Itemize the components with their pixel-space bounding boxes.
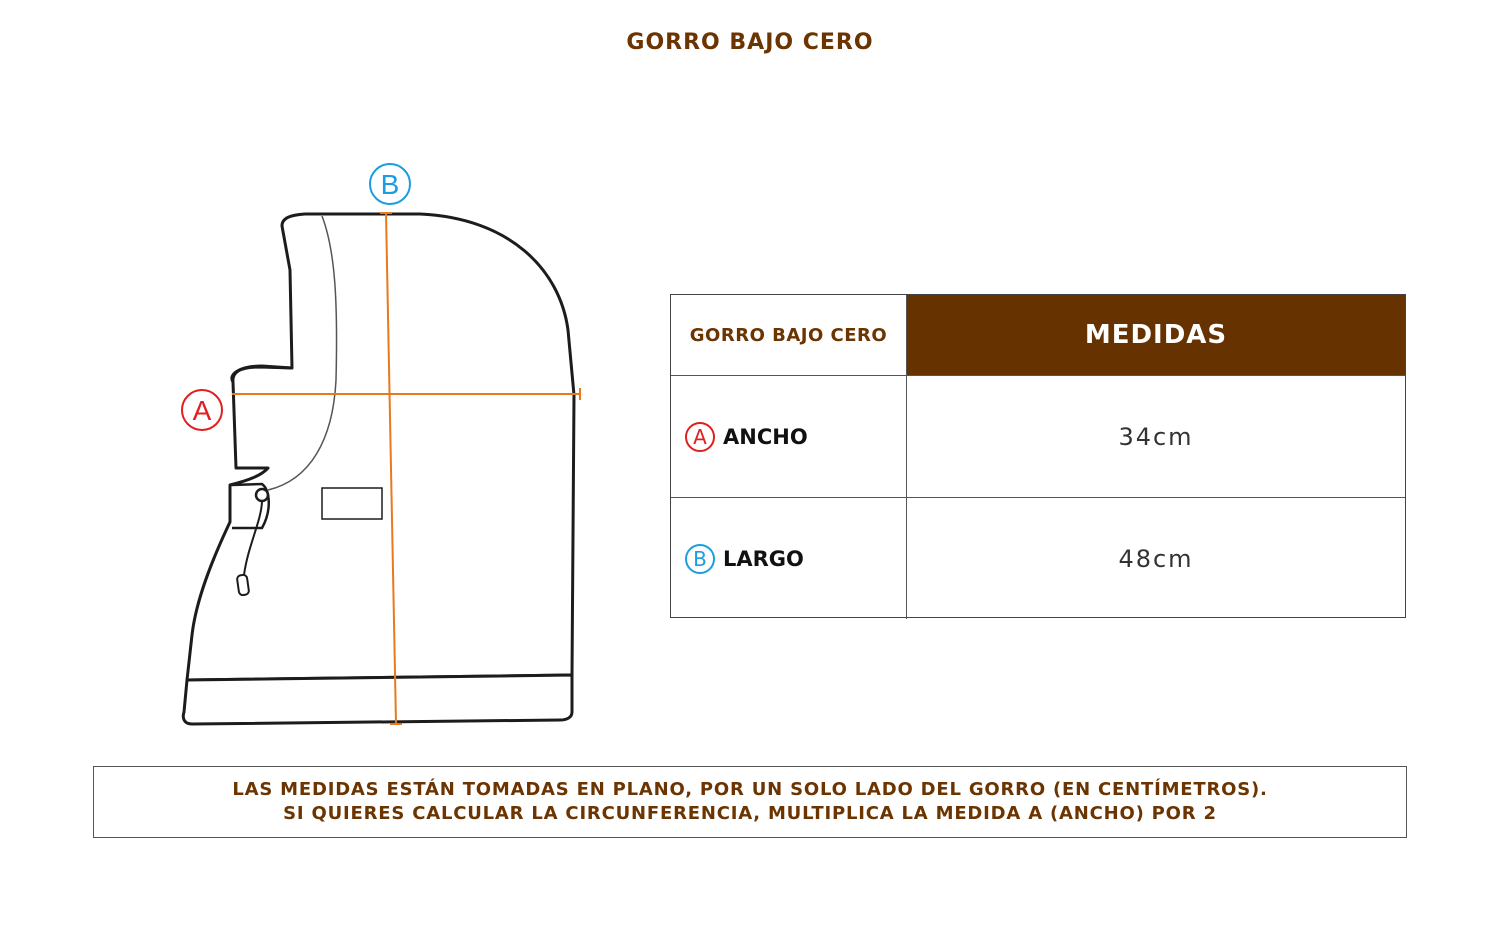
row-label-text: LARGO [723, 546, 804, 571]
note-line-1: LAS MEDIDAS ESTÁN TOMADAS EN PLANO, POR UN SOLO LADO DEL GORRO (EN CENTÍMETROS). [232, 779, 1268, 800]
table-header-measures: MEDIDAS [907, 295, 1405, 375]
row-label-ancho [671, 376, 907, 497]
row-label-text: ANCHO [723, 424, 808, 449]
size-table [670, 294, 1406, 618]
row-value-largo [907, 498, 1405, 619]
cord-stopper [237, 574, 250, 595]
hood-outline [187, 214, 574, 680]
marker-b-badge: B [685, 544, 715, 574]
table-header-product: GORRO BAJO CERO [671, 295, 907, 375]
value-text: 34cm [1118, 422, 1194, 451]
table-row-ancho [671, 376, 1405, 498]
page-title: GORRO BAJO CERO [626, 30, 874, 55]
table-header-row [671, 295, 1405, 376]
row-value-ancho [907, 376, 1405, 497]
marker-b-label: B [380, 169, 400, 200]
row-label-largo [671, 498, 907, 619]
note-line-2: SI QUIERES CALCULAR LA CIRCUNFERENCIA, MULTIPLICA LA MEDIDA A (ANCHO) POR 2 [283, 803, 1217, 824]
hood-hem [183, 675, 572, 724]
measurement-note [93, 766, 1407, 838]
marker-a-badge: A [685, 422, 715, 452]
table-row-largo [671, 498, 1405, 619]
hood-diagram [160, 150, 620, 740]
marker-a-label: A [192, 395, 212, 426]
value-text: 48cm [1118, 544, 1194, 573]
